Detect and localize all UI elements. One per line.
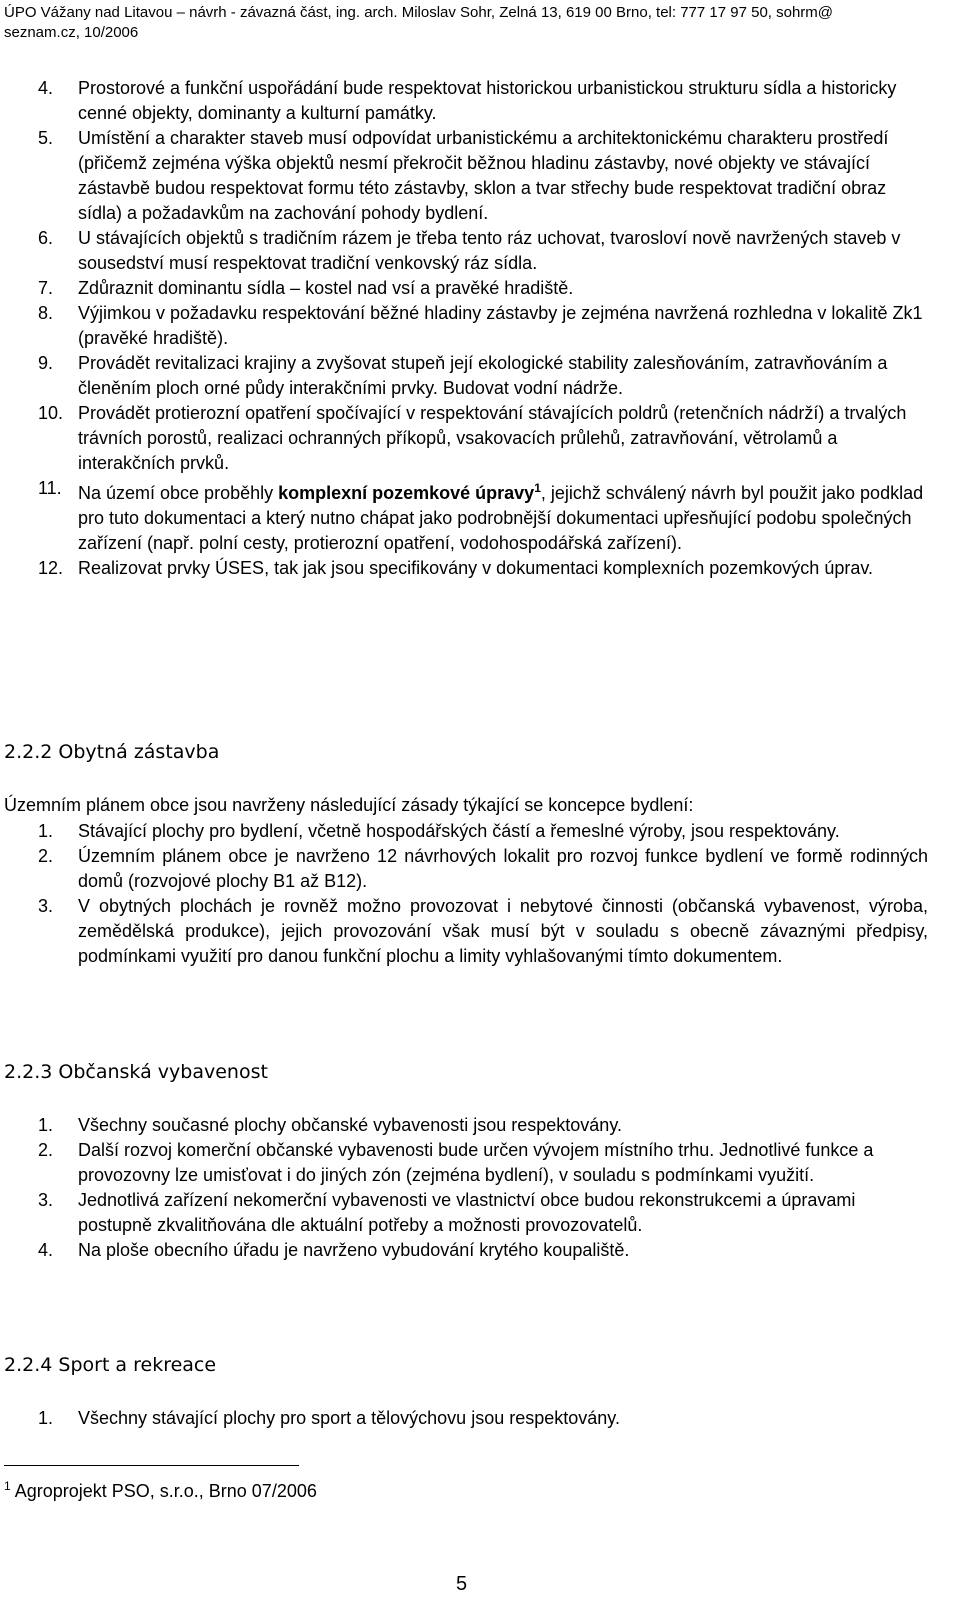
section-heading-obcanska-vybavenost: 2.2.3 Občanská vybavenost	[4, 1061, 268, 1083]
list-item	[0, 1113, 960, 1138]
footnote-mark: 1	[4, 1479, 11, 1493]
list-item	[0, 76, 940, 126]
list-item-text: V obytných plochách je rovněž možno provozovat i nebytové činnosti (občanská vybavenost, výroba, zemědělská produkce), jejich provozování však musí být v souladu s obecně závaznými předpisy, podmínkami využití pro danou funkční plochu a limity vyhlašovanými tímto dokumentem.	[78, 896, 928, 966]
list-item-text: U stávajících objektů s tradičním rázem je třeba tento ráz uchovat, tvarosloví nově navržených staveb v sousedství musí respektovat tradiční venkovský ráz sídla.	[78, 228, 901, 273]
list-item-number: 2.	[38, 846, 54, 866]
list-item-text-post: , jejichž schválený návrh byl použit jako podklad pro tuto dokumentaci a který nutno chápat jako podrobnější dokumentaci upřesňující podobu společných zařízení (např. polní cesty, protierozní opatření, vodohospodářská zařízení).	[78, 483, 924, 553]
list-item	[0, 126, 940, 226]
list-item-number: 1.	[38, 1115, 54, 1135]
list-item	[0, 1188, 960, 1238]
list-item	[0, 894, 960, 969]
list-item	[0, 401, 940, 476]
list-item	[0, 351, 940, 401]
list-item-text: Stávající plochy pro bydlení, včetně hospodářských částí a řemeslné výroby, jsou respektovány.	[78, 821, 840, 841]
list-item	[0, 819, 960, 844]
list-item-text-bold: komplexní pozemkové úpravy	[278, 483, 535, 503]
page-header-line-2: seznam.cz, 10/2006	[4, 24, 139, 41]
list-item	[0, 226, 940, 276]
list-item-number: 7.	[38, 278, 54, 298]
list-item-text: Všechny stávající plochy pro sport a tělovýchovu jsou respektovány.	[78, 1408, 620, 1428]
list-item-text: Na ploše obecního úřadu je navrženo vybudování krytého koupaliště.	[78, 1240, 630, 1260]
list-item-text: Provádět revitalizaci krajiny a zvyšovat stupeň její ekologické stability zalesňováním, zatravňováním a členěním ploch orné půdy interakčními prvky. Budovat vodní nádrže.	[78, 353, 888, 398]
housing-list	[0, 819, 960, 969]
list-item-text: Všechny současné plochy občanské vybavenosti jsou respektovány.	[78, 1115, 622, 1135]
requirements-list	[0, 76, 940, 581]
list-item-number: 10.	[38, 403, 64, 423]
list-item	[0, 1406, 960, 1431]
list-item-text	[78, 476, 928, 556]
page-number: 5	[456, 1573, 468, 1595]
list-item	[0, 476, 940, 556]
sport-list	[0, 1406, 960, 1431]
footnote-reference: 1	[534, 481, 541, 495]
list-item	[0, 1138, 960, 1188]
list-item-text: Prostorové a funkční uspořádání bude respektovat historickou urbanistickou strukturu sídla a historicky cenné objekty, dominanty a kulturní památky.	[78, 78, 897, 123]
section-heading-sport-a-rekreace: 2.2.4 Sport a rekreace	[4, 1354, 217, 1376]
list-item-number: 6.	[38, 228, 54, 248]
list-item-number: 8.	[38, 303, 54, 323]
list-item	[0, 301, 940, 351]
list-item-text: Jednotlivá zařízení nekomerční vybavenosti ve vlastnictví obce budou rekonstrukcemi a úpravami postupně zkvalitňována dle aktuální potřeby a možnosti provozovatelů.	[78, 1190, 856, 1235]
list-item	[0, 844, 960, 894]
list-item-text: Realizovat prvky ÚSES, tak jak jsou specifikovány v dokumentaci komplexních pozemkových úprav.	[78, 558, 874, 578]
list-item-number: 4.	[38, 1240, 54, 1260]
list-item-number: 9.	[38, 353, 54, 373]
list-item-number: 3.	[38, 1190, 54, 1210]
list-item-number: 4.	[38, 78, 54, 98]
footnote	[4, 1474, 317, 1503]
list-item-text: Výjimkou v požadavku respektování běžné hladiny zástavby je zejména navržená rozhledna v lokalitě Zk1 (pravěké hradiště).	[78, 303, 923, 348]
list-item-number: 2.	[38, 1140, 54, 1160]
list-item-number: 12.	[38, 558, 64, 578]
list-item	[0, 556, 940, 581]
list-item	[0, 276, 940, 301]
list-item-number: 1.	[38, 1408, 54, 1428]
list-item-number: 5.	[38, 128, 54, 148]
section-heading-obytna-zastavba: 2.2.2 Obytná zástavba	[4, 741, 220, 763]
footnote-text: Agroprojekt PSO, s.r.o., Brno 07/2006	[10, 1481, 317, 1501]
list-item-text: Územním plánem obce je navrženo 12 návrhových lokalit pro rozvoj funkce bydlení ve formě rodinných domů (rozvojové plochy B1 až B12).	[78, 846, 928, 891]
list-item-text: Umístění a charakter staveb musí odpovídat urbanistickému a architektonickému charakteru prostředí (přičemž zejména výška objektů nesmí překročit běžnou hladinu zástavby, nové objekty ve stávající zástavbě budou respektovat formu této zástavby, sklon a tvar střechy bude respektovat tradiční obraz sídla) a požadavkům na zachování pohody bydlení.	[78, 128, 889, 223]
list-item-text: Další rozvoj komerční občanské vybavenosti bude určen vývojem místního trhu. Jednotlivé funkce a provozovny lze umisťovat i do jiných zón (zejména bydlení), v souladu s podmínkami využití.	[78, 1140, 874, 1185]
page-header-line-1: ÚPO Vážany nad Litavou – návrh - závazná část, ing. arch. Miloslav Sohr, Zelná 13, 619 00 Brno, tel: 777 17 97 50, sohrm@	[4, 4, 834, 21]
list-item-text-pre: Na území obce proběhly	[78, 483, 279, 503]
list-item-text: Provádět protierozní opatření spočívající v respektování stávajících poldrů (retenčních nádrží) a trvalých trávních porostů, realizaci ochranných příkopů, vsakovacích průlehů, zatravňování, větrolamů a interakčních prvků.	[78, 403, 907, 473]
footnote-divider	[4, 1465, 299, 1466]
list-item-number: 3.	[38, 896, 54, 916]
list-item-number: 11.	[38, 478, 62, 498]
section-intro: Územním plánem obce jsou navrženy následující zásady týkající se koncepce bydlení:	[4, 795, 694, 815]
list-item-text: Zdůraznit dominantu sídla – kostel nad vsí a pravěké hradiště.	[78, 278, 574, 298]
amenities-list	[0, 1113, 960, 1263]
page-header	[4, 3, 944, 43]
list-item-number: 1.	[38, 821, 54, 841]
list-item	[0, 1238, 960, 1263]
